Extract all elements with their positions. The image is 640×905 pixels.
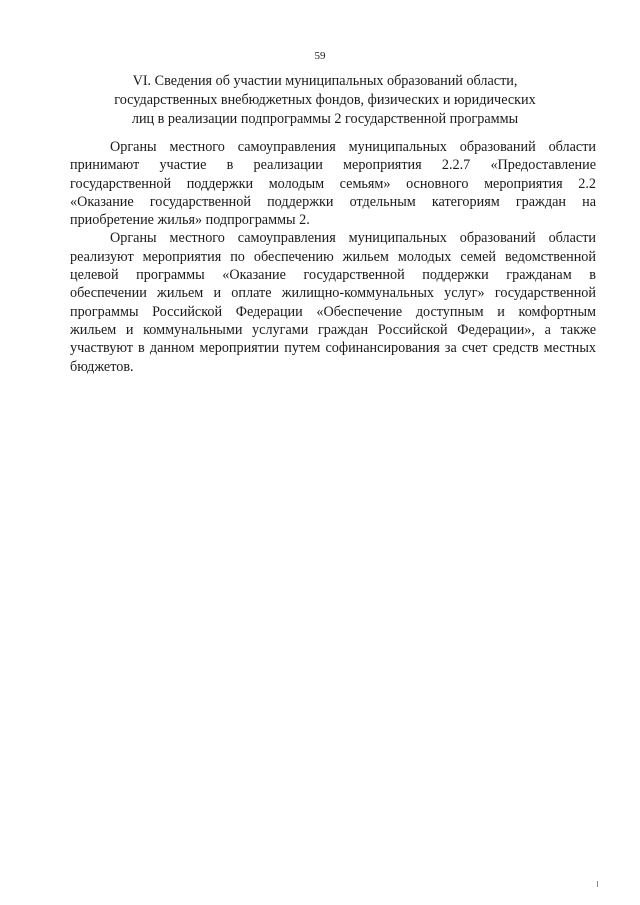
paragraph-housing-measures <box>70 229 596 375</box>
heading-line: лиц в реализации подпрограммы 2 государственной программы <box>131 111 519 127</box>
body-text <box>70 138 596 376</box>
text-line: Органы местного самоуправления муниципальных образований области <box>110 230 596 247</box>
page-number: 59 <box>314 50 326 62</box>
text-line: жильем и коммунальными услугами граждан Российской Федерации», а также <box>70 321 596 338</box>
text-line: бюджетов. <box>70 358 134 375</box>
text-line: Органы местного самоуправления муниципальных образований области <box>110 139 596 155</box>
text-line: реализуют мероприятия по обеспечению жильем молодых семей ведомственной <box>70 248 596 265</box>
text-line: обеспечении жильем и оплате жилищно-коммунальных услуг» государственной <box>70 285 596 302</box>
heading-line: VI. Сведения об участии муниципальных образований области, <box>132 73 518 89</box>
text-line: принимают участие в реализации мероприятия 2.2.7 «Предоставление <box>70 157 596 174</box>
text-line: государственной поддержки молодым семьям» основного мероприятия 2.2 <box>70 175 596 192</box>
paragraph-municipal-participation <box>70 138 596 229</box>
heading-line: государственных внебюджетных фондов, физических и юридических <box>114 92 536 108</box>
text-line: программы Российской Федерации «Обеспечение доступным и комфортным <box>70 303 596 320</box>
text-line: целевой программы «Оказание государственной поддержки гражданам в <box>70 267 596 284</box>
text-line: «Оказание государственной поддержки отдельным категориям граждан на <box>70 193 596 210</box>
section-heading <box>90 72 560 129</box>
text-line: участвуют в данном мероприятии путем софинансирования за счет средств местных <box>70 340 596 357</box>
text-line: приобретение жилья» подпрограммы 2. <box>70 212 310 229</box>
scan-mark <box>597 881 598 887</box>
